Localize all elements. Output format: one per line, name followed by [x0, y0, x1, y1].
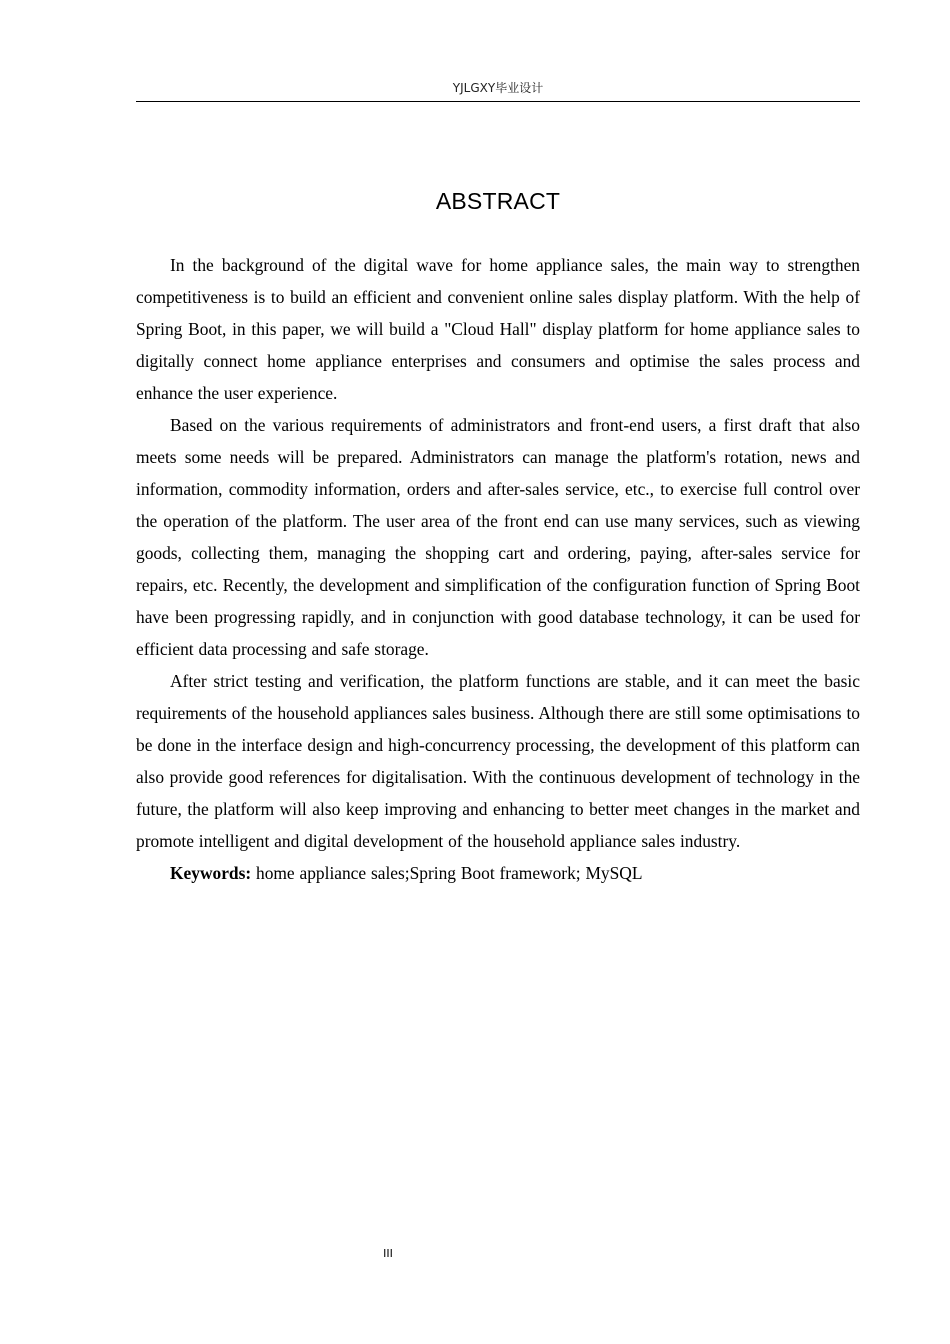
abstract-body: [136, 249, 860, 889]
keywords-text: home appliance sales;Spring Boot framework; MySQL: [256, 863, 643, 883]
abstract-title: ABSTRACT: [435, 188, 561, 214]
abstract-paragraph-2: Based on the various requirements of administrators and front-end users, a first draft that also meets some needs will be prepared. Administrators can manage the platform's rotation, news and information, commodity information, orders and after-sales service, etc., to exercise full control over the operation of the platform. The user area of the front end can use many services, such as viewing goods, collecting them, managing the shopping cart and ordering, paying, after-sales service for repairs, etc. Recently, the development and simplification of the configuration function of Spring Boot have been progressing rapidly, and in conjunction with good database technology, it can be used for efficient data processing and safe storage.: [136, 415, 860, 659]
page-header: YJLGXY毕业设计: [136, 80, 860, 102]
keywords-line: [136, 857, 860, 889]
keywords-label: Keywords:: [170, 863, 252, 883]
abstract-paragraph-3: After strict testing and verification, the platform functions are stable, and it can meet the basic requirements of the household appliances sales business. Although there are still some optimisations to be done in the interface design and high-concurrency processing, the development of this platform can also provide good references for digitalisation. With the continuous development of technology in the future, the platform will also keep improving and enhancing to better meet changes in the market and promote intelligent and digital development of the household appliance sales industry.: [136, 671, 860, 851]
abstract-paragraph-1: In the background of the digital wave for home appliance sales, the main way to strengthen competitiveness is to build an efficient and convenient online sales display platform. With the help of Spring Boot, in this paper, we will build a "Cloud Hall" display platform for home appliance sales to digitally connect home appliance enterprises and consumers and optimise the sales process and enhance the user experience.: [136, 255, 860, 403]
page-number: III: [383, 1247, 393, 1260]
